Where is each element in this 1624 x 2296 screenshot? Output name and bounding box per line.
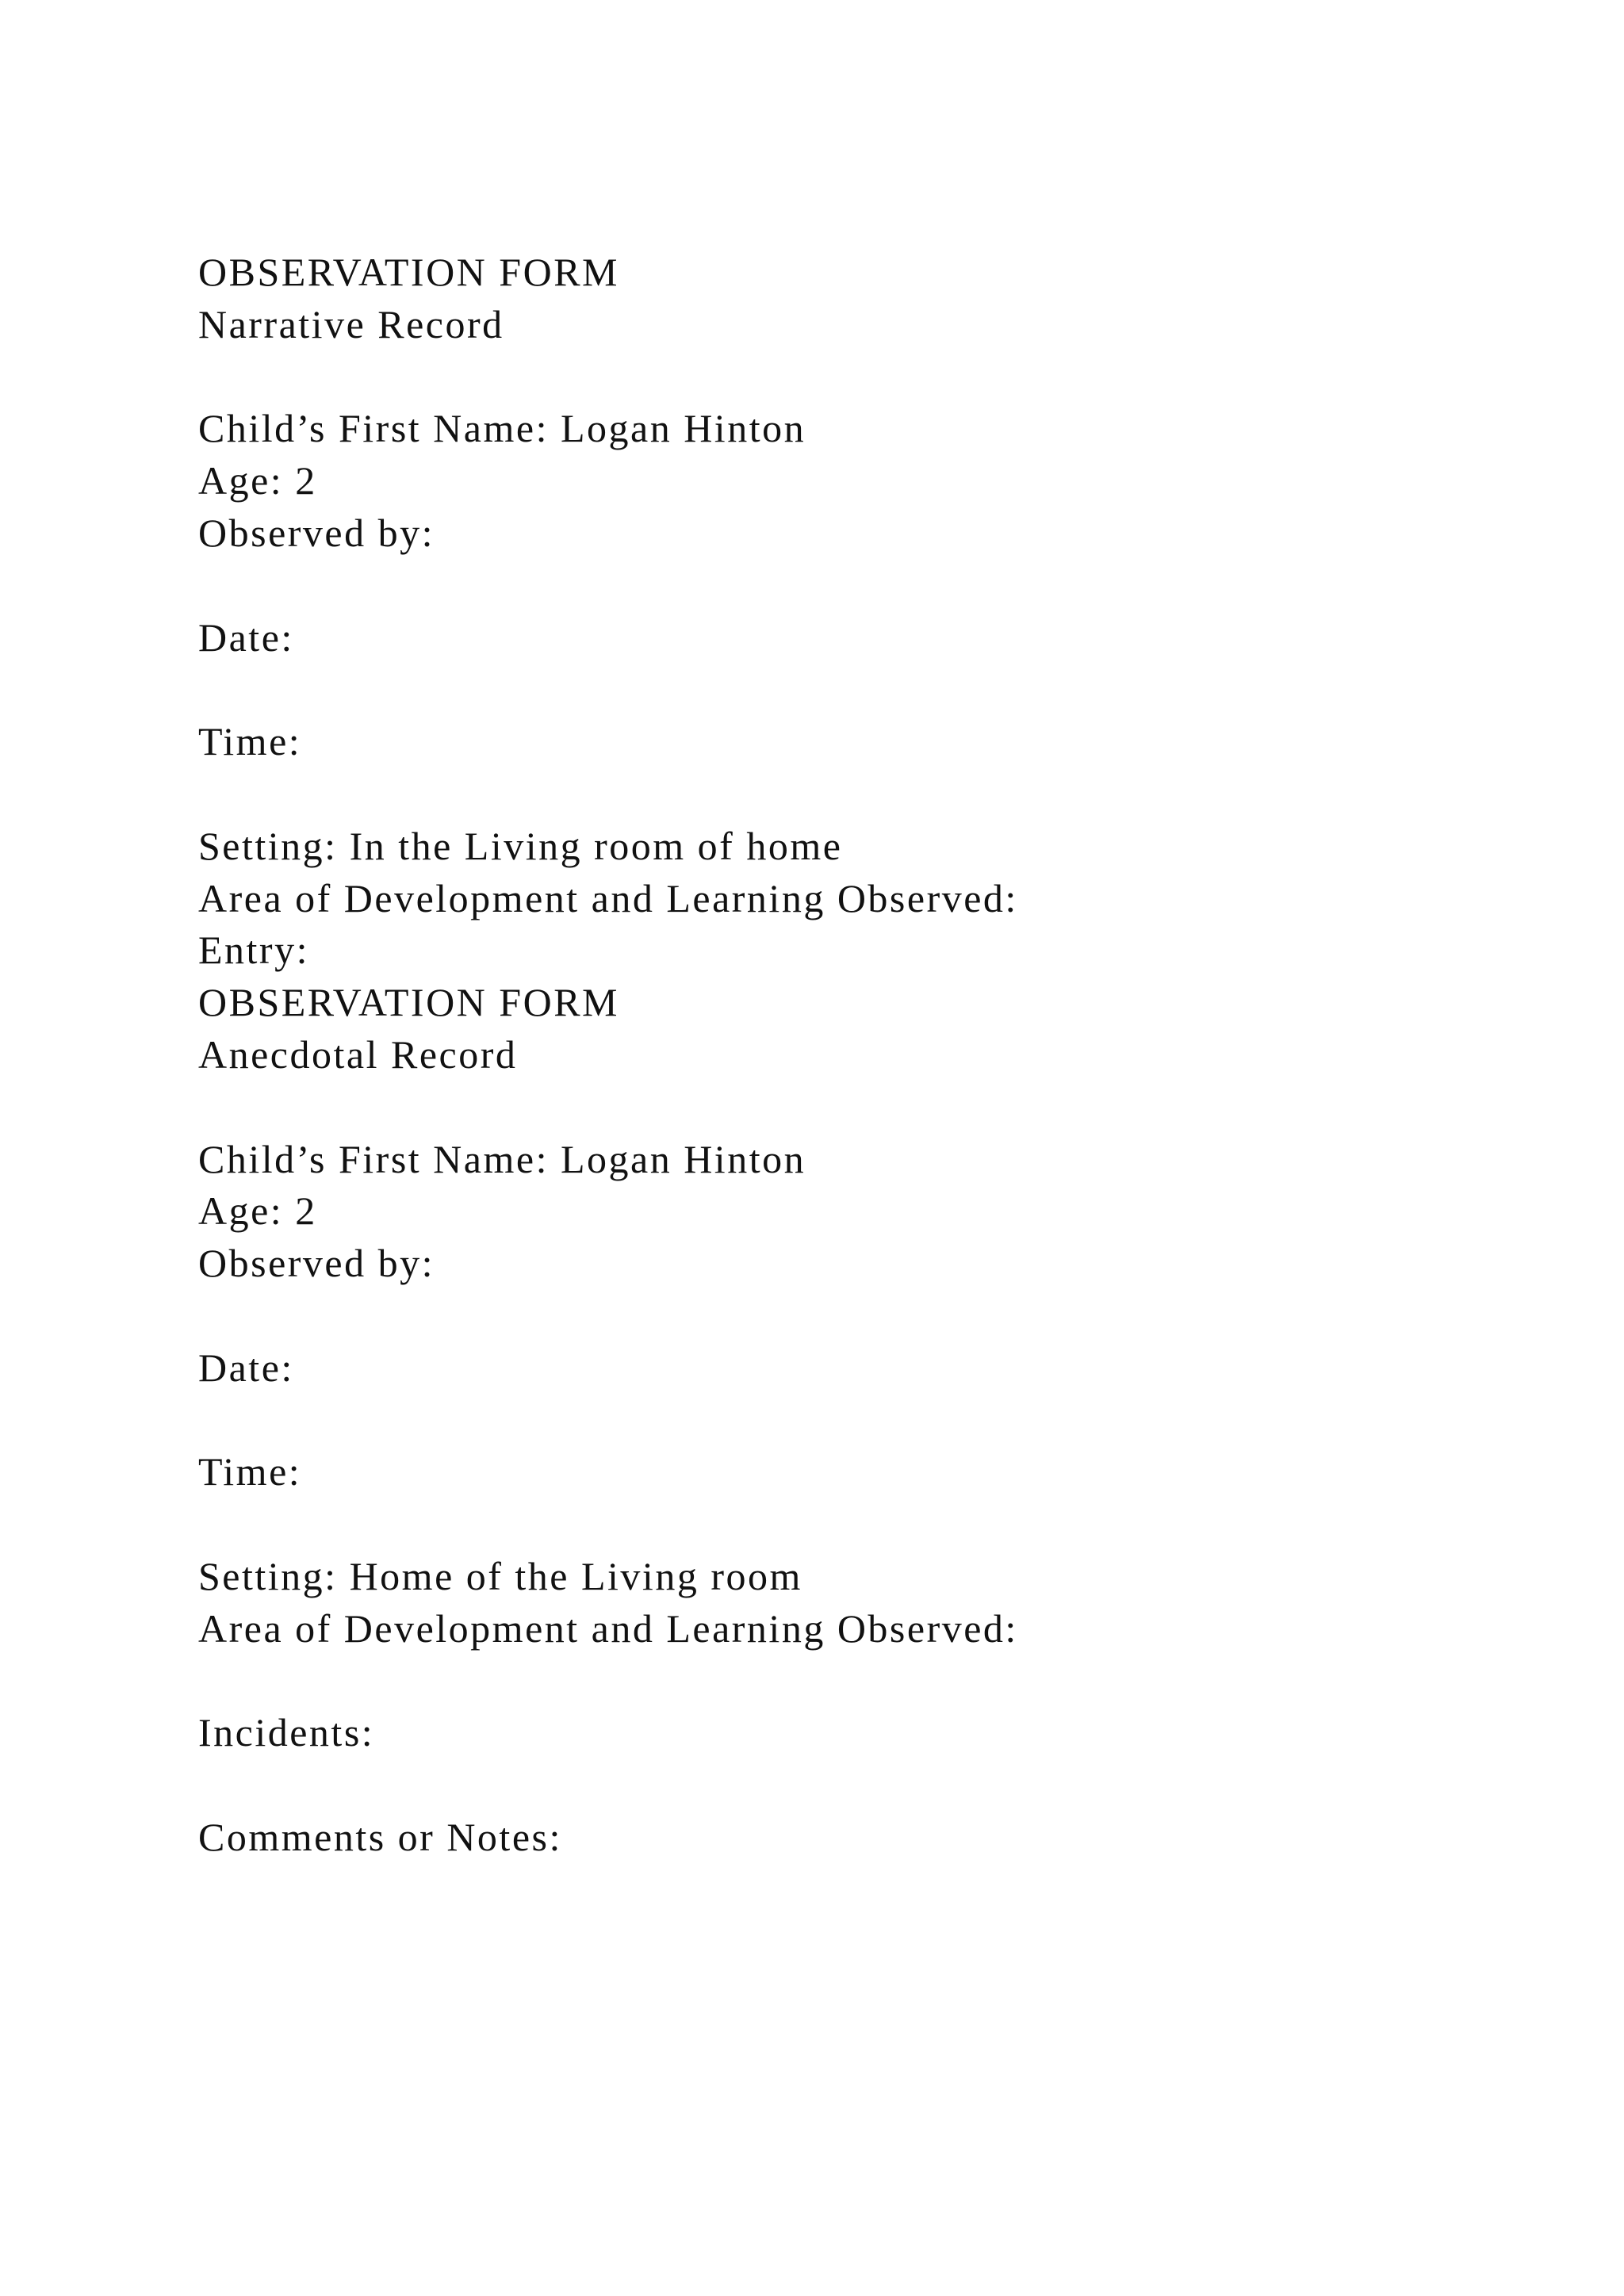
narrative-date-label: Date: (198, 614, 294, 660)
blank-line (198, 1290, 1546, 1342)
anecdotal-observed-by-label: Observed by: (198, 1241, 435, 1286)
blank-line (198, 768, 1546, 821)
blank-line (198, 560, 1546, 612)
blank-line (198, 1498, 1546, 1551)
anecdotal-date-label: Date: (198, 1345, 294, 1390)
anecdotal-time-label: Time: (198, 1449, 302, 1494)
anecdotal-comments-label: Comments or Notes: (198, 1814, 562, 1859)
blank-line (198, 351, 1546, 404)
anecdotal-area-label: Area of Development and Learning Observed: (198, 1605, 1018, 1651)
anecdotal-form-title: OBSERVATION FORM (198, 980, 620, 1025)
narrative-area-label: Area of Development and Learning Observed: (198, 875, 1018, 920)
blank-line (198, 1395, 1546, 1447)
narrative-age: Age: 2 (198, 458, 317, 503)
narrative-time-label: Time: (198, 719, 302, 764)
narrative-child-name: Child’s First Name: Logan Hinton (198, 406, 806, 451)
narrative-record-type: Narrative Record (198, 301, 504, 346)
blank-line (198, 664, 1546, 716)
narrative-entry-label: Entry: (198, 928, 309, 973)
blank-line (198, 1081, 1546, 1134)
anecdotal-child-name: Child’s First Name: Logan Hinton (198, 1136, 806, 1181)
anecdotal-record-type: Anecdotal Record (198, 1031, 518, 1077)
narrative-form-title: OBSERVATION FORM (198, 250, 620, 294)
anecdotal-setting: Setting: Home of the Living room (198, 1553, 802, 1598)
blank-line (198, 1759, 1546, 1812)
anecdotal-incidents-label: Incidents: (198, 1710, 375, 1755)
observation-forms-text (198, 247, 1546, 1864)
narrative-observed-by-label: Observed by: (198, 510, 435, 555)
anecdotal-age: Age: 2 (198, 1188, 317, 1234)
blank-line (198, 1655, 1546, 1708)
narrative-setting: Setting: In the Living room of home (198, 823, 843, 868)
